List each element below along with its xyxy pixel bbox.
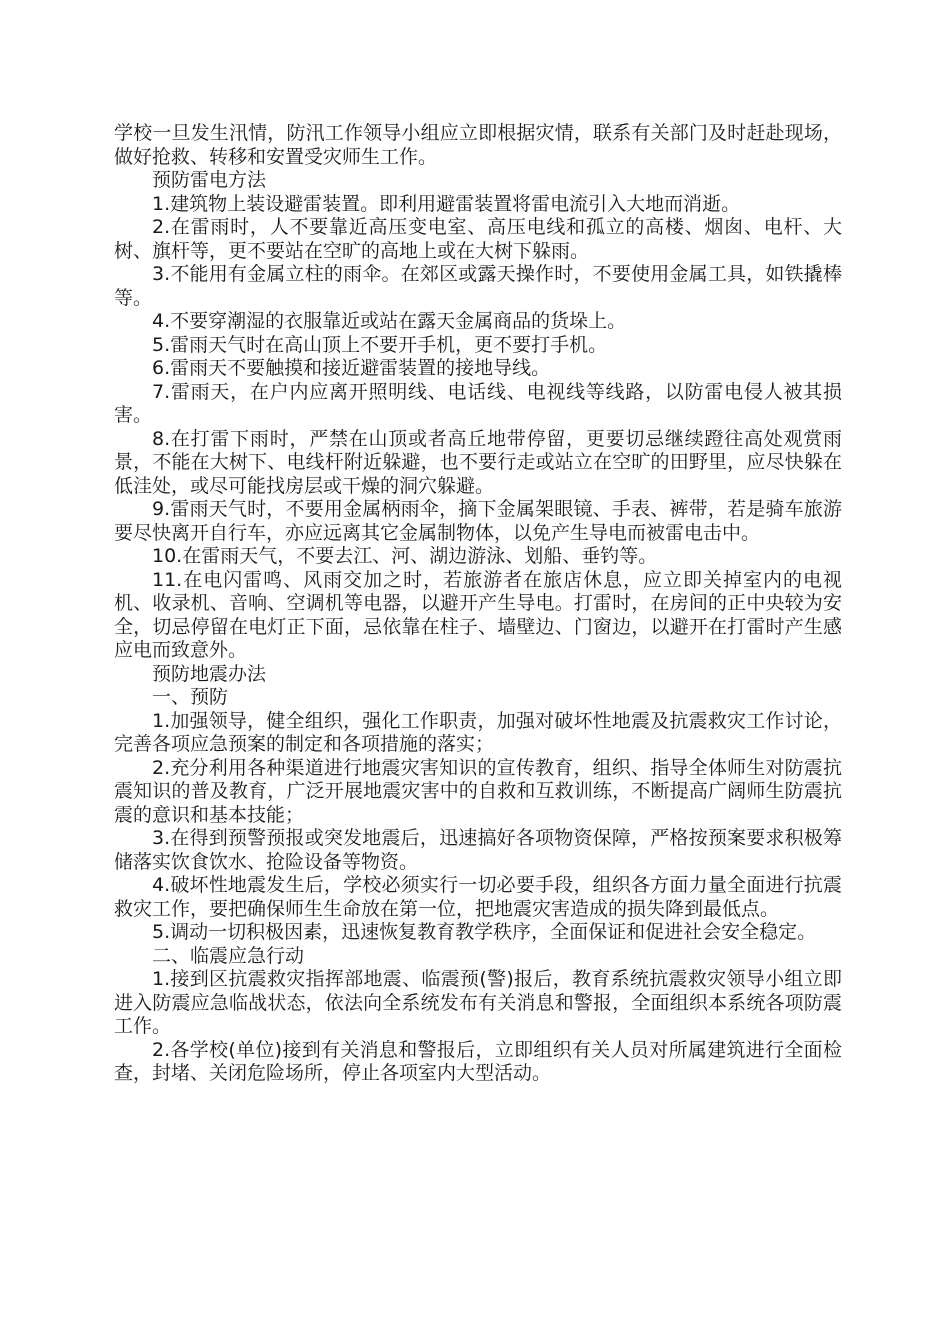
body-paragraph: 3.在得到预警预报或突发地震后，迅速搞好各项物资保障，严格按预案要求积极筹储落实饮食饮水、抢险设备等物资。 [114,827,842,873]
body-paragraph: 2.充分利用各种渠道进行地震灾害知识的宣传教育，组织、指导全体师生对防震抗震知识的普及教育，广泛开展地震灾害中的自救和互救训练，不断提高广阔师生防震抗震的意识和基本技能； [114,756,842,826]
body-paragraph: 4.不要穿潮湿的衣服靠近或站在露天金属商品的货垛上。 [152,310,627,332]
document-body [114,122,842,1086]
body-paragraph: 6.雷雨天不要触摸和接近避雷装置的接地导线。 [152,357,551,379]
section-heading: 二、临震应急行动 [152,944,305,967]
body-paragraph: 5.调动一切积极因素，迅速恢复教育教学秩序，全面保证和促进社会安全稳定。 [152,921,817,943]
body-paragraph: 5.雷雨天气时在高山顶上不要开手机，更不要打手机。 [152,333,608,356]
body-paragraph: 8.在打雷下雨时，严禁在山顶或者高丘地带停留，更要切忌继续蹬往高处观赏雨景，不能在大树下、电线杆附近躲避，也不要行走或站立在空旷的田野里，应尽快躲在低洼处，或尽可能找房层或干燥的洞穴躲避。 [114,427,842,497]
body-paragraph: 2.在雷雨时，人不要靠近高压变电室、高压电线和孤立的高楼、烟囱、电杆、大树、旗杆等，更不要站在空旷的高地上或在大树下躲雨。 [114,216,842,262]
body-paragraph: 学校一旦发生汛情，防汛工作领导小组应立即根据灾情，联系有关部门及时赶赴现场，做好抢救、转移和安置受灾师生工作。 [114,122,842,168]
body-paragraph: 4.破坏性地震发生后，学校必须实行一切必要手段，组织各方面力量全面进行抗震救灾工作，要把确保师生生命放在第一位，把地震灾害造成的损失降到最低点。 [114,874,842,920]
section-heading: 预防地震办法 [152,662,267,685]
body-paragraph: 2.各学校(单位)接到有关消息和警报后，立即组织有关人员对所属建筑进行全面检查，封堵、关闭危险场所，停止各项室内大型活动。 [114,1038,842,1084]
body-paragraph: 1.加强领导，健全组织，强化工作职责，加强对破坏性地震及抗震救灾工作讨论，完善各项应急预案的制定和各项措施的落实； [114,709,842,755]
body-paragraph: 11.在电闪雷鸣、风雨交加之时，若旅游者在旅店休息，应立即关掉室内的电视机、收录机、音响、空调机等电器，以避开产生导电。打雷时，在房间的正中央较为安全，切忌停留在电灯正下面，忌依靠在柱子、墙壁边、门窗边，以避开在打雷时产生感应电而致意外。 [114,568,842,661]
body-paragraph: 9.雷雨天气时，不要用金属柄雨伞，摘下金属架眼镜、手表、裤带，若是骑车旅游要尽快离开自行车，亦应远离其它金属制物体，以免产生导电而被雷电击中。 [114,498,842,544]
body-paragraph: 10.在雷雨天气，不要去江、河、湖边游泳、划船、垂钓等。 [152,545,658,567]
body-paragraph: 1.接到区抗震救灾指挥部地震、临震预(警)报后，教育系统抗震救灾领导小组立即进入防震应急临战状态，依法向全系统发布有关消息和警报，全面组织本系统各项防震工作。 [114,968,842,1037]
body-paragraph: 3.不能用有金属立柱的雨伞。在郊区或露天操作时，不要使用金属工具，如铁撬棒等。 [114,263,842,309]
section-heading: 预防雷电方法 [152,169,267,191]
body-paragraph: 7.雷雨天，在户内应离开照明线、电话线、电视线等线路，以防雷电侵人被其损害。 [114,380,842,426]
section-heading: 一、预防 [152,686,229,708]
body-paragraph: 1.建筑物上装设避雷装置。即利用避雷装置将雷电流引入大地而消逝。 [152,192,741,215]
